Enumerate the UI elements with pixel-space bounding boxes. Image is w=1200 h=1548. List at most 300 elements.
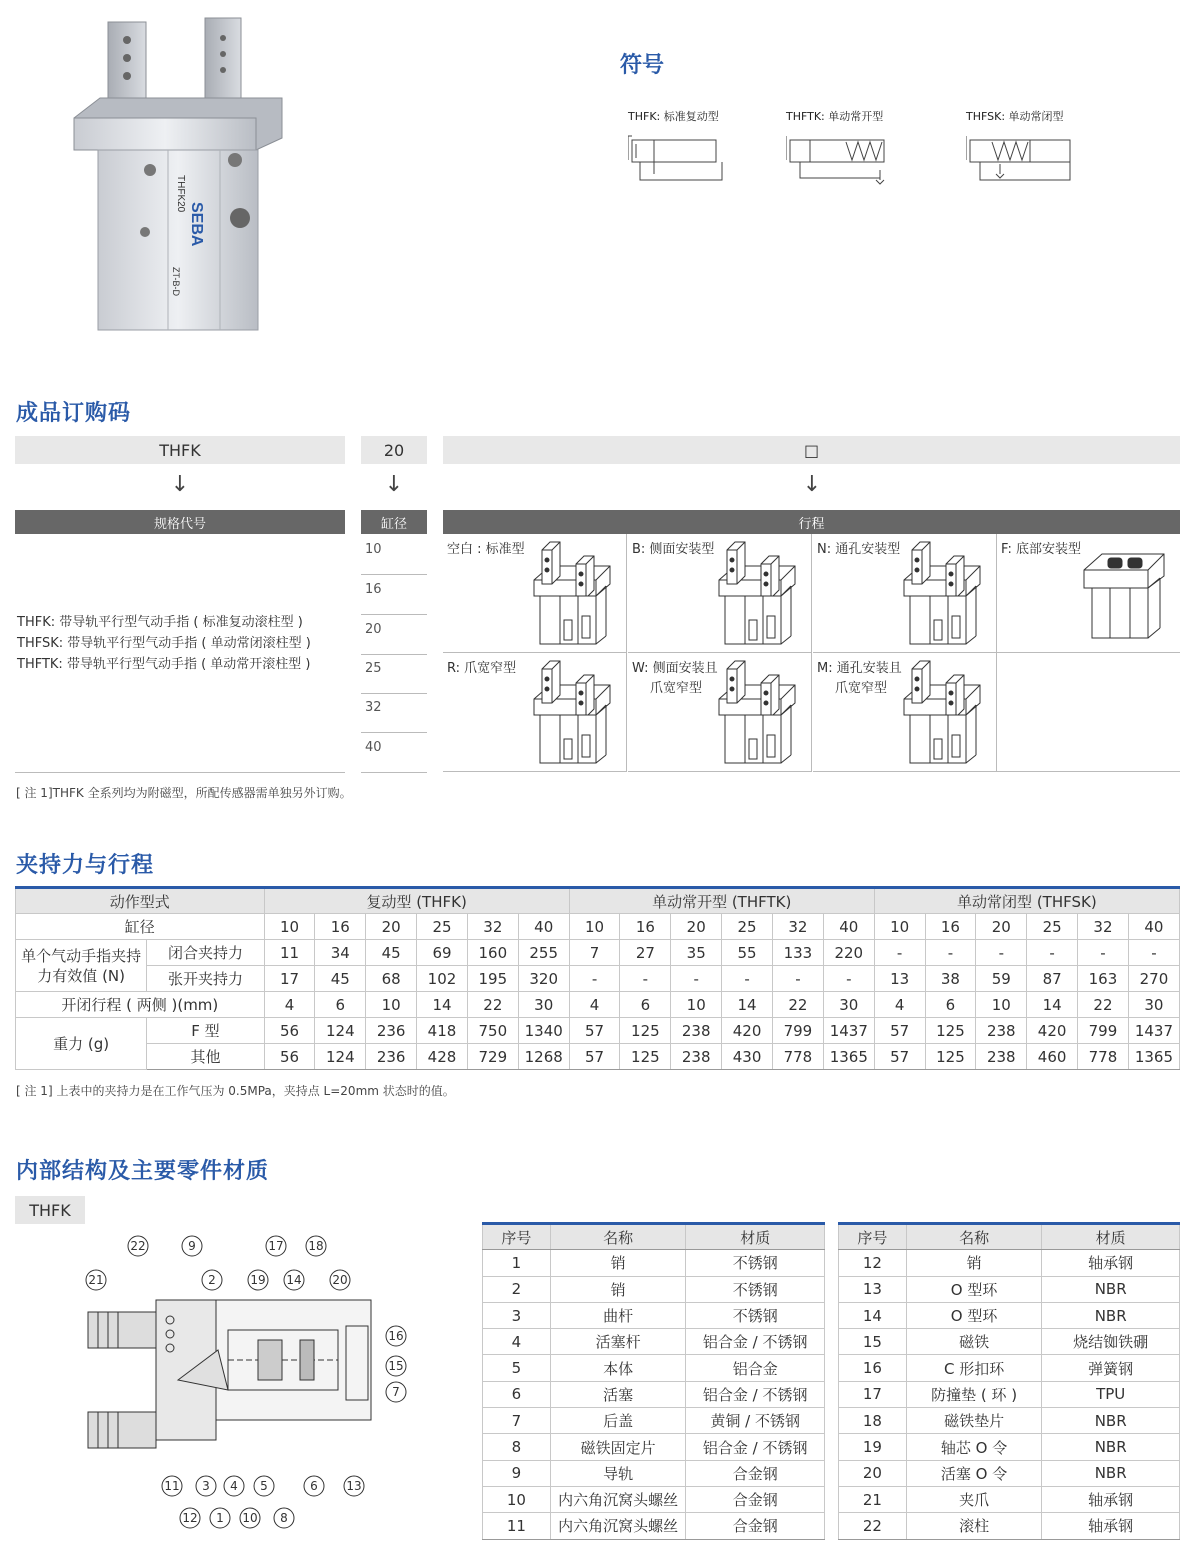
value-cell: 729 — [467, 1044, 518, 1070]
part-no: 18 — [839, 1408, 907, 1434]
parts-table-left — [482, 1222, 825, 1540]
other-label: 其他 — [147, 1044, 264, 1070]
value-cell: 420 — [722, 1018, 773, 1044]
part-no: 7 — [483, 1408, 551, 1434]
value-cell: 14 — [1027, 992, 1078, 1018]
part-name: 磁铁垫片 — [906, 1408, 1042, 1434]
table-row — [839, 1224, 1180, 1250]
value-cell: 32 — [467, 914, 518, 940]
svg-text:5: 5 — [260, 1479, 268, 1493]
part-no: 20 — [839, 1460, 907, 1486]
code-series: THFK — [15, 436, 345, 464]
value-cell: 4 — [874, 992, 925, 1018]
svg-text:7: 7 — [392, 1385, 400, 1399]
part-name: O 型环 — [906, 1302, 1042, 1328]
gripper-figure — [890, 659, 986, 767]
code-stroke: □ — [443, 436, 1180, 464]
arrow-down-icon: ↓ — [170, 472, 190, 497]
part-name: 本体 — [550, 1355, 686, 1381]
table-row — [839, 1381, 1180, 1407]
svg-text:3: 3 — [202, 1479, 210, 1493]
part-no: 15 — [839, 1329, 907, 1355]
weight-label: 重力 (g) — [16, 1018, 147, 1070]
value-cell: 30 — [518, 992, 569, 1018]
table-row — [839, 1250, 1180, 1276]
gripper-figure — [890, 540, 986, 648]
part-material: 烧结铷铁硼 — [1042, 1329, 1180, 1355]
callout-21 — [86, 1270, 106, 1290]
value-cell: 102 — [417, 966, 468, 992]
gripper-figure — [520, 540, 616, 648]
value-cell: 45 — [315, 966, 366, 992]
svg-text:18: 18 — [308, 1239, 324, 1253]
svg-text:21: 21 — [88, 1273, 104, 1287]
value-cell: 1340 — [518, 1018, 569, 1044]
part-name: 磁铁固定片 — [550, 1434, 686, 1460]
table-row — [483, 1302, 825, 1328]
value-cell: 38 — [925, 966, 976, 992]
value-cell: 430 — [722, 1044, 773, 1070]
code-bore: 20 — [361, 436, 427, 464]
value-cell: 14 — [417, 992, 468, 1018]
product-photo — [60, 10, 320, 340]
part-material: 不锈钢 — [686, 1276, 825, 1302]
table-row — [16, 914, 1180, 940]
part-no: 19 — [839, 1434, 907, 1460]
svg-text:19: 19 — [250, 1273, 266, 1287]
part-name: 后盖 — [550, 1408, 686, 1434]
value-cell: 1437 — [823, 1018, 874, 1044]
value-cell: 27 — [620, 940, 671, 966]
part-name: 滚柱 — [906, 1513, 1042, 1539]
svg-text:4: 4 — [230, 1479, 238, 1493]
bore-label: 缸径 — [16, 914, 265, 940]
value-cell: 30 — [1128, 992, 1179, 1018]
value-cell: 238 — [976, 1018, 1027, 1044]
value-cell: - — [823, 966, 874, 992]
svg-text:8: 8 — [280, 1511, 288, 1525]
table-row — [483, 1513, 825, 1539]
value-cell: 238 — [671, 1018, 722, 1044]
svg-text:14: 14 — [286, 1273, 302, 1287]
value-cell: 778 — [1078, 1044, 1129, 1070]
part-material: 轴承钢 — [1042, 1486, 1180, 1512]
desc-thfsk: THFSK: 带导轨平行型气动手指 ( 单动常闭滚柱型 ) — [17, 636, 311, 651]
value-cell: 25 — [417, 914, 468, 940]
callout-4 — [224, 1476, 244, 1496]
svg-text:1: 1 — [216, 1511, 224, 1525]
table-row — [839, 1434, 1180, 1460]
callout-3 — [196, 1476, 216, 1496]
parts-table-right — [838, 1222, 1180, 1540]
callout-5 — [254, 1476, 274, 1496]
symbol-label: THFK: 标准复动型 — [628, 110, 719, 123]
svg-text:11: 11 — [164, 1479, 180, 1493]
part-no: 10 — [483, 1486, 551, 1512]
col-material: 材质 — [1042, 1224, 1180, 1250]
value-cell: - — [1078, 940, 1129, 966]
single-acting-open-symbol — [786, 130, 896, 190]
value-cell: - — [722, 966, 773, 992]
action-label: 动作型式 — [16, 888, 265, 914]
callout-2 — [202, 1270, 222, 1290]
callout-8 — [274, 1508, 294, 1528]
value-cell: 25 — [722, 914, 773, 940]
value-cell: 125 — [925, 1044, 976, 1070]
table-row — [483, 1250, 825, 1276]
bore-option: 25 — [361, 655, 427, 694]
value-cell: 69 — [417, 940, 468, 966]
svg-text:22: 22 — [130, 1239, 146, 1253]
value-cell: 133 — [772, 940, 823, 966]
part-name: 活塞杆 — [550, 1329, 686, 1355]
part-no: 9 — [483, 1460, 551, 1486]
part-no: 6 — [483, 1381, 551, 1407]
value-cell: 10 — [264, 914, 315, 940]
value-cell: 45 — [366, 940, 417, 966]
part-no: 17 — [839, 1381, 907, 1407]
value-cell: 57 — [874, 1018, 925, 1044]
callout-1 — [210, 1508, 230, 1528]
col-no: 序号 — [839, 1224, 907, 1250]
callout-14 — [284, 1270, 304, 1290]
callout-16 — [386, 1326, 406, 1346]
value-cell: 40 — [1128, 914, 1179, 940]
part-material: 轴承钢 — [1042, 1513, 1180, 1539]
force-title: 夹持力与行程 — [16, 853, 155, 878]
callout-11 — [162, 1476, 182, 1496]
series-header: 规格代号 — [15, 510, 345, 534]
gripper-figure — [705, 659, 801, 767]
structure-tag: THFK — [15, 1196, 85, 1224]
part-material: NBR — [1042, 1460, 1180, 1486]
value-cell: 57 — [874, 1044, 925, 1070]
table-row — [16, 992, 1180, 1018]
bore-option: 20 — [361, 616, 427, 655]
value-cell: 20 — [976, 914, 1027, 940]
part-material: NBR — [1042, 1434, 1180, 1460]
option-label: F: 底部安装型 — [1001, 542, 1081, 557]
bore-option: 16 — [361, 576, 427, 615]
value-cell: 418 — [417, 1018, 468, 1044]
svg-text:15: 15 — [388, 1359, 404, 1373]
value-cell: 255 — [518, 940, 569, 966]
series-descriptions — [17, 612, 311, 675]
group-header: 复动型 (THFK) — [264, 888, 569, 914]
bore-option: 32 — [361, 694, 427, 733]
value-cell: 25 — [1027, 914, 1078, 940]
part-material: 弹簧钢 — [1042, 1355, 1180, 1381]
part-no: 22 — [839, 1513, 907, 1539]
value-cell: 163 — [1078, 966, 1129, 992]
value-cell: 32 — [772, 914, 823, 940]
value-cell: 16 — [925, 914, 976, 940]
value-cell: 40 — [518, 914, 569, 940]
value-cell: 16 — [620, 914, 671, 940]
part-name: 销 — [550, 1250, 686, 1276]
value-cell: 778 — [772, 1044, 823, 1070]
table-row — [483, 1355, 825, 1381]
value-cell: 799 — [772, 1018, 823, 1044]
part-material: 合金钢 — [686, 1486, 825, 1512]
value-cell: 160 — [467, 940, 518, 966]
part-no: 2 — [483, 1276, 551, 1302]
table-row — [16, 940, 1180, 966]
group-header: 单动常开型 (THFTK) — [569, 888, 874, 914]
part-no: 4 — [483, 1329, 551, 1355]
value-cell: 125 — [620, 1044, 671, 1070]
table-row — [839, 1486, 1180, 1512]
force-label: 单个气动手指夹持力有效值 (N) — [16, 940, 147, 992]
callout-20 — [330, 1270, 350, 1290]
value-cell: 11 — [264, 940, 315, 966]
gripper-figure — [520, 659, 616, 767]
option-label: N: 通孔安装型 — [817, 542, 901, 557]
value-cell: 56 — [264, 1044, 315, 1070]
option-label-line1: M: 通孔安装且 — [817, 661, 902, 676]
value-cell: 20 — [366, 914, 417, 940]
value-cell: 87 — [1027, 966, 1078, 992]
option-r — [443, 653, 627, 772]
part-name: 曲杆 — [550, 1302, 686, 1328]
desc-thftk: THFTK: 带导轨平行型气动手指 ( 单动常开滚柱型 ) — [17, 657, 311, 672]
f-label: F 型 — [147, 1018, 264, 1044]
option-w — [628, 653, 812, 772]
value-cell: 460 — [1027, 1044, 1078, 1070]
bore-option: 40 — [361, 734, 427, 773]
part-material: NBR — [1042, 1408, 1180, 1434]
table-row — [839, 1355, 1180, 1381]
value-cell: 1365 — [1128, 1044, 1179, 1070]
value-cell: 59 — [976, 966, 1027, 992]
value-cell: 10 — [366, 992, 417, 1018]
symbol-label: THFSK: 单动常闭型 — [966, 110, 1064, 123]
value-cell: 57 — [569, 1018, 620, 1044]
value-cell: 68 — [366, 966, 417, 992]
part-name: 磁铁 — [906, 1329, 1042, 1355]
part-name: 活塞 — [550, 1381, 686, 1407]
value-cell: 20 — [671, 914, 722, 940]
value-cell: 1437 — [1128, 1018, 1179, 1044]
part-no: 12 — [839, 1250, 907, 1276]
option-b — [628, 534, 812, 653]
value-cell: 10 — [976, 992, 1027, 1018]
divider — [15, 772, 345, 773]
value-cell: 750 — [467, 1018, 518, 1044]
part-material: NBR — [1042, 1276, 1180, 1302]
symbols-title: 符号 — [620, 53, 665, 78]
value-cell: - — [1128, 940, 1179, 966]
value-cell: 10 — [671, 992, 722, 1018]
symbol-thfk — [628, 108, 798, 188]
part-name: C 形扣环 — [906, 1355, 1042, 1381]
callout-7 — [386, 1382, 406, 1402]
part-name: 内六角沉窝头螺丝 — [550, 1486, 686, 1512]
svg-text:20: 20 — [332, 1273, 348, 1287]
value-cell: 420 — [1027, 1018, 1078, 1044]
value-cell: 238 — [976, 1044, 1027, 1070]
value-cell: 1268 — [518, 1044, 569, 1070]
value-cell: 320 — [518, 966, 569, 992]
col-material: 材质 — [686, 1224, 825, 1250]
option-label: B: 侧面安装型 — [632, 542, 715, 557]
callout-9 — [182, 1236, 202, 1256]
option-label: 空白 : 标准型 — [447, 542, 525, 557]
value-cell: - — [1027, 940, 1078, 966]
value-cell: 236 — [366, 1018, 417, 1044]
callout-18 — [306, 1236, 326, 1256]
value-cell: - — [976, 940, 1027, 966]
value-cell: 270 — [1128, 966, 1179, 992]
table-row — [483, 1486, 825, 1512]
svg-text:6: 6 — [310, 1479, 318, 1493]
part-name: O 型环 — [906, 1276, 1042, 1302]
table-row — [16, 1018, 1180, 1044]
part-no: 16 — [839, 1355, 907, 1381]
callout-12 — [180, 1508, 200, 1528]
value-cell: 57 — [569, 1044, 620, 1070]
stroke-header: 行程 — [443, 510, 1180, 534]
value-cell: 22 — [467, 992, 518, 1018]
open-label: 张开夹持力 — [147, 966, 264, 992]
stroke-label: 开闭行程 ( 两侧 )(mm) — [16, 992, 265, 1018]
symbol-label: THFTK: 单动常开型 — [786, 110, 884, 123]
callout-6 — [304, 1476, 324, 1496]
part-no: 11 — [483, 1513, 551, 1539]
value-cell: 22 — [772, 992, 823, 1018]
part-name: 销 — [550, 1276, 686, 1302]
bore-header: 缸径 — [361, 510, 427, 534]
part-material: 铝合金 / 不锈钢 — [686, 1329, 825, 1355]
col-no: 序号 — [483, 1224, 551, 1250]
value-cell: - — [569, 966, 620, 992]
value-cell: - — [620, 966, 671, 992]
symbol-thfsk — [966, 108, 1136, 188]
option-label: R: 爪宽窄型 — [447, 661, 517, 676]
value-cell: 14 — [722, 992, 773, 1018]
part-no: 5 — [483, 1355, 551, 1381]
value-cell: 4 — [264, 992, 315, 1018]
svg-text:13: 13 — [346, 1479, 362, 1493]
table-row — [483, 1381, 825, 1407]
arrow-down-icon: ↓ — [802, 472, 822, 497]
part-no: 13 — [839, 1276, 907, 1302]
part-no: 8 — [483, 1434, 551, 1460]
part-material: 轴承钢 — [1042, 1250, 1180, 1276]
value-cell: 16 — [315, 914, 366, 940]
value-cell: 40 — [823, 914, 874, 940]
table-row — [483, 1408, 825, 1434]
value-cell: 17 — [264, 966, 315, 992]
part-no: 21 — [839, 1486, 907, 1512]
value-cell: 124 — [315, 1018, 366, 1044]
callout-19 — [248, 1270, 268, 1290]
value-cell: - — [671, 966, 722, 992]
order-note: [ 注 1]THFK 全系列均为附磁型，所配传感器需单独另外订购。 — [16, 786, 352, 800]
part-name: 导轨 — [550, 1460, 686, 1486]
arrow-down-icon: ↓ — [384, 472, 404, 497]
table-row — [839, 1276, 1180, 1302]
value-cell: - — [874, 940, 925, 966]
option-standard — [443, 534, 627, 653]
force-note: [ 注 1] 上表中的夹持力是在工作气压为 0.5MPa，夹持点 L=20mm 状态时的值。 — [16, 1084, 455, 1098]
part-material: NBR — [1042, 1302, 1180, 1328]
single-acting-closed-symbol — [966, 130, 1076, 190]
table-row — [839, 1329, 1180, 1355]
value-cell: 4 — [569, 992, 620, 1018]
force-table — [15, 886, 1180, 1070]
table-row — [483, 1434, 825, 1460]
svg-text:2: 2 — [208, 1273, 216, 1287]
callout-22 — [128, 1236, 148, 1256]
value-cell: 6 — [620, 992, 671, 1018]
part-name: 销 — [906, 1250, 1042, 1276]
value-cell: 220 — [823, 940, 874, 966]
svg-text:10: 10 — [242, 1511, 258, 1525]
value-cell: 125 — [925, 1018, 976, 1044]
structure-title: 内部结构及主要零件材质 — [16, 1159, 270, 1184]
value-cell: 30 — [823, 992, 874, 1018]
order-code-title: 成品订购码 — [16, 401, 132, 426]
part-name: 轴芯 O 令 — [906, 1434, 1042, 1460]
value-cell: - — [772, 966, 823, 992]
table-row — [16, 1044, 1180, 1070]
part-no: 14 — [839, 1302, 907, 1328]
option-f — [997, 534, 1180, 653]
option-n — [813, 534, 997, 653]
part-material: 合金钢 — [686, 1460, 825, 1486]
table-row — [839, 1513, 1180, 1539]
col-name: 名称 — [550, 1224, 686, 1250]
close-label: 闭合夹持力 — [147, 940, 264, 966]
value-cell: 32 — [1078, 914, 1129, 940]
structure-diagram — [78, 1230, 418, 1530]
symbol-thftk — [786, 108, 956, 188]
bore-option: 10 — [361, 536, 427, 575]
option-label-line2: 爪宽窄型 — [650, 681, 703, 696]
brand-logo: SEBA — [188, 202, 205, 247]
option-empty — [997, 653, 1180, 772]
svg-text:16: 16 — [388, 1329, 404, 1343]
gripper-figure — [705, 540, 801, 648]
value-cell: 10 — [569, 914, 620, 940]
callout-10 — [240, 1508, 260, 1528]
part-material: 铝合金 — [686, 1355, 825, 1381]
value-cell: 236 — [366, 1044, 417, 1070]
value-cell: 124 — [315, 1044, 366, 1070]
part-material: 铝合金 / 不锈钢 — [686, 1434, 825, 1460]
part-material: 铝合金 / 不锈钢 — [686, 1381, 825, 1407]
option-label-line2: 爪宽窄型 — [835, 681, 888, 696]
value-cell: 6 — [315, 992, 366, 1018]
col-name: 名称 — [906, 1224, 1042, 1250]
table-row — [483, 1224, 825, 1250]
value-cell: 10 — [874, 914, 925, 940]
part-material: 不锈钢 — [686, 1250, 825, 1276]
value-cell: 238 — [671, 1044, 722, 1070]
value-cell: 56 — [264, 1018, 315, 1044]
part-name: 内六角沉窝头螺丝 — [550, 1513, 686, 1539]
table-row — [483, 1329, 825, 1355]
table-row — [483, 1460, 825, 1486]
svg-text:12: 12 — [182, 1511, 198, 1525]
code-text: ZT-B-D — [171, 267, 181, 296]
value-cell: 799 — [1078, 1018, 1129, 1044]
table-row — [839, 1302, 1180, 1328]
part-no: 1 — [483, 1250, 551, 1276]
value-cell: 1365 — [823, 1044, 874, 1070]
svg-text:17: 17 — [268, 1239, 284, 1253]
